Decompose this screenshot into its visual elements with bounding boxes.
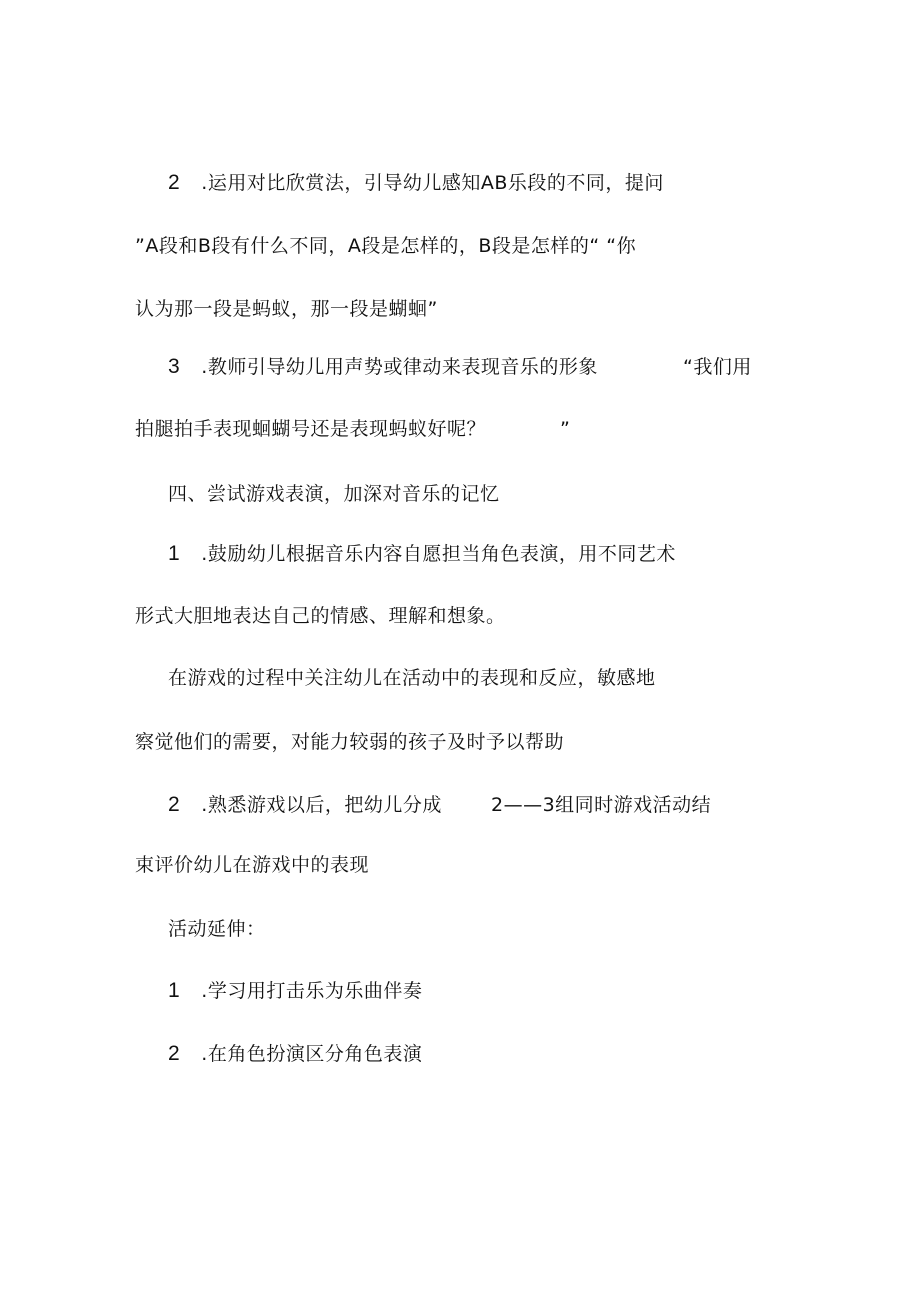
paragraph-line-1 bbox=[168, 170, 664, 196]
line-text: 认为那一段是蚂蚁，那一段是蝴蛔” bbox=[135, 298, 438, 320]
line-text: 束评价幼儿在游戏中的表现 bbox=[135, 854, 370, 876]
line-text: ”A段和B段有什么不同，A段是怎样的，B段是怎样的“ “你 bbox=[135, 235, 637, 257]
item-number: 1 bbox=[168, 542, 181, 565]
line-text: 2——3组同时游戏活动结 bbox=[491, 794, 712, 816]
item-number: 1 bbox=[168, 979, 181, 1002]
paragraph-line-2 bbox=[135, 233, 636, 259]
line-text: .运用对比欣赏法，引导幼儿感知AB乐段的不同，提问 bbox=[201, 172, 664, 194]
range-fragment bbox=[491, 792, 711, 818]
paragraph-line-11 bbox=[168, 792, 442, 818]
paragraph-line-7 bbox=[168, 541, 676, 567]
line-text: .学习用打击乐为乐曲伴奏 bbox=[201, 980, 423, 1002]
line-text: .熟悉游戏以后，把幼儿分成 bbox=[201, 794, 442, 816]
line-text: .在角色扮演区分角色表演 bbox=[201, 1043, 423, 1065]
line-text: 察觉他们的需要，对能力较弱的孩子及时予以帮助 bbox=[135, 731, 565, 753]
quote-fragment bbox=[560, 416, 570, 442]
section-heading bbox=[168, 481, 500, 507]
line-text: 在游戏的过程中关注幼儿在活动中的表现和反应，敏感地 bbox=[168, 667, 656, 689]
paragraph-line-15 bbox=[168, 1041, 422, 1067]
paragraph-line-14 bbox=[168, 978, 422, 1004]
item-number: 2 bbox=[168, 793, 181, 816]
line-text: .教师引导幼儿用声势或律动来表现音乐的形象 bbox=[201, 356, 598, 378]
paragraph-line-3 bbox=[135, 296, 438, 322]
line-text: “我们用 bbox=[683, 356, 752, 378]
line-text: ” bbox=[560, 418, 571, 440]
line-text: 活动延伸： bbox=[168, 918, 266, 940]
line-text: 形式大胆地表达自己的情感、理解和想象。 bbox=[135, 605, 506, 627]
extension-heading bbox=[168, 916, 266, 942]
item-number: 3 bbox=[168, 355, 181, 378]
line-text: 四、尝试游戏表演，加深对音乐的记忆 bbox=[168, 483, 500, 505]
paragraph-line-8 bbox=[135, 603, 506, 629]
paragraph-line-5 bbox=[135, 416, 486, 442]
paragraph-line-12 bbox=[135, 852, 369, 878]
item-number: 2 bbox=[168, 1042, 181, 1065]
quote-fragment bbox=[683, 354, 752, 380]
paragraph-line-9 bbox=[168, 665, 656, 691]
line-text: .鼓励幼儿根据音乐内容自愿担当角色表演，用不同艺术 bbox=[201, 543, 676, 565]
paragraph-line-4 bbox=[168, 354, 598, 380]
line-text: 拍腿拍手表现蛔蝴号还是表现蚂蚁好呢？ bbox=[135, 418, 487, 440]
paragraph-line-10 bbox=[135, 729, 564, 755]
item-number: 2 bbox=[168, 171, 181, 194]
